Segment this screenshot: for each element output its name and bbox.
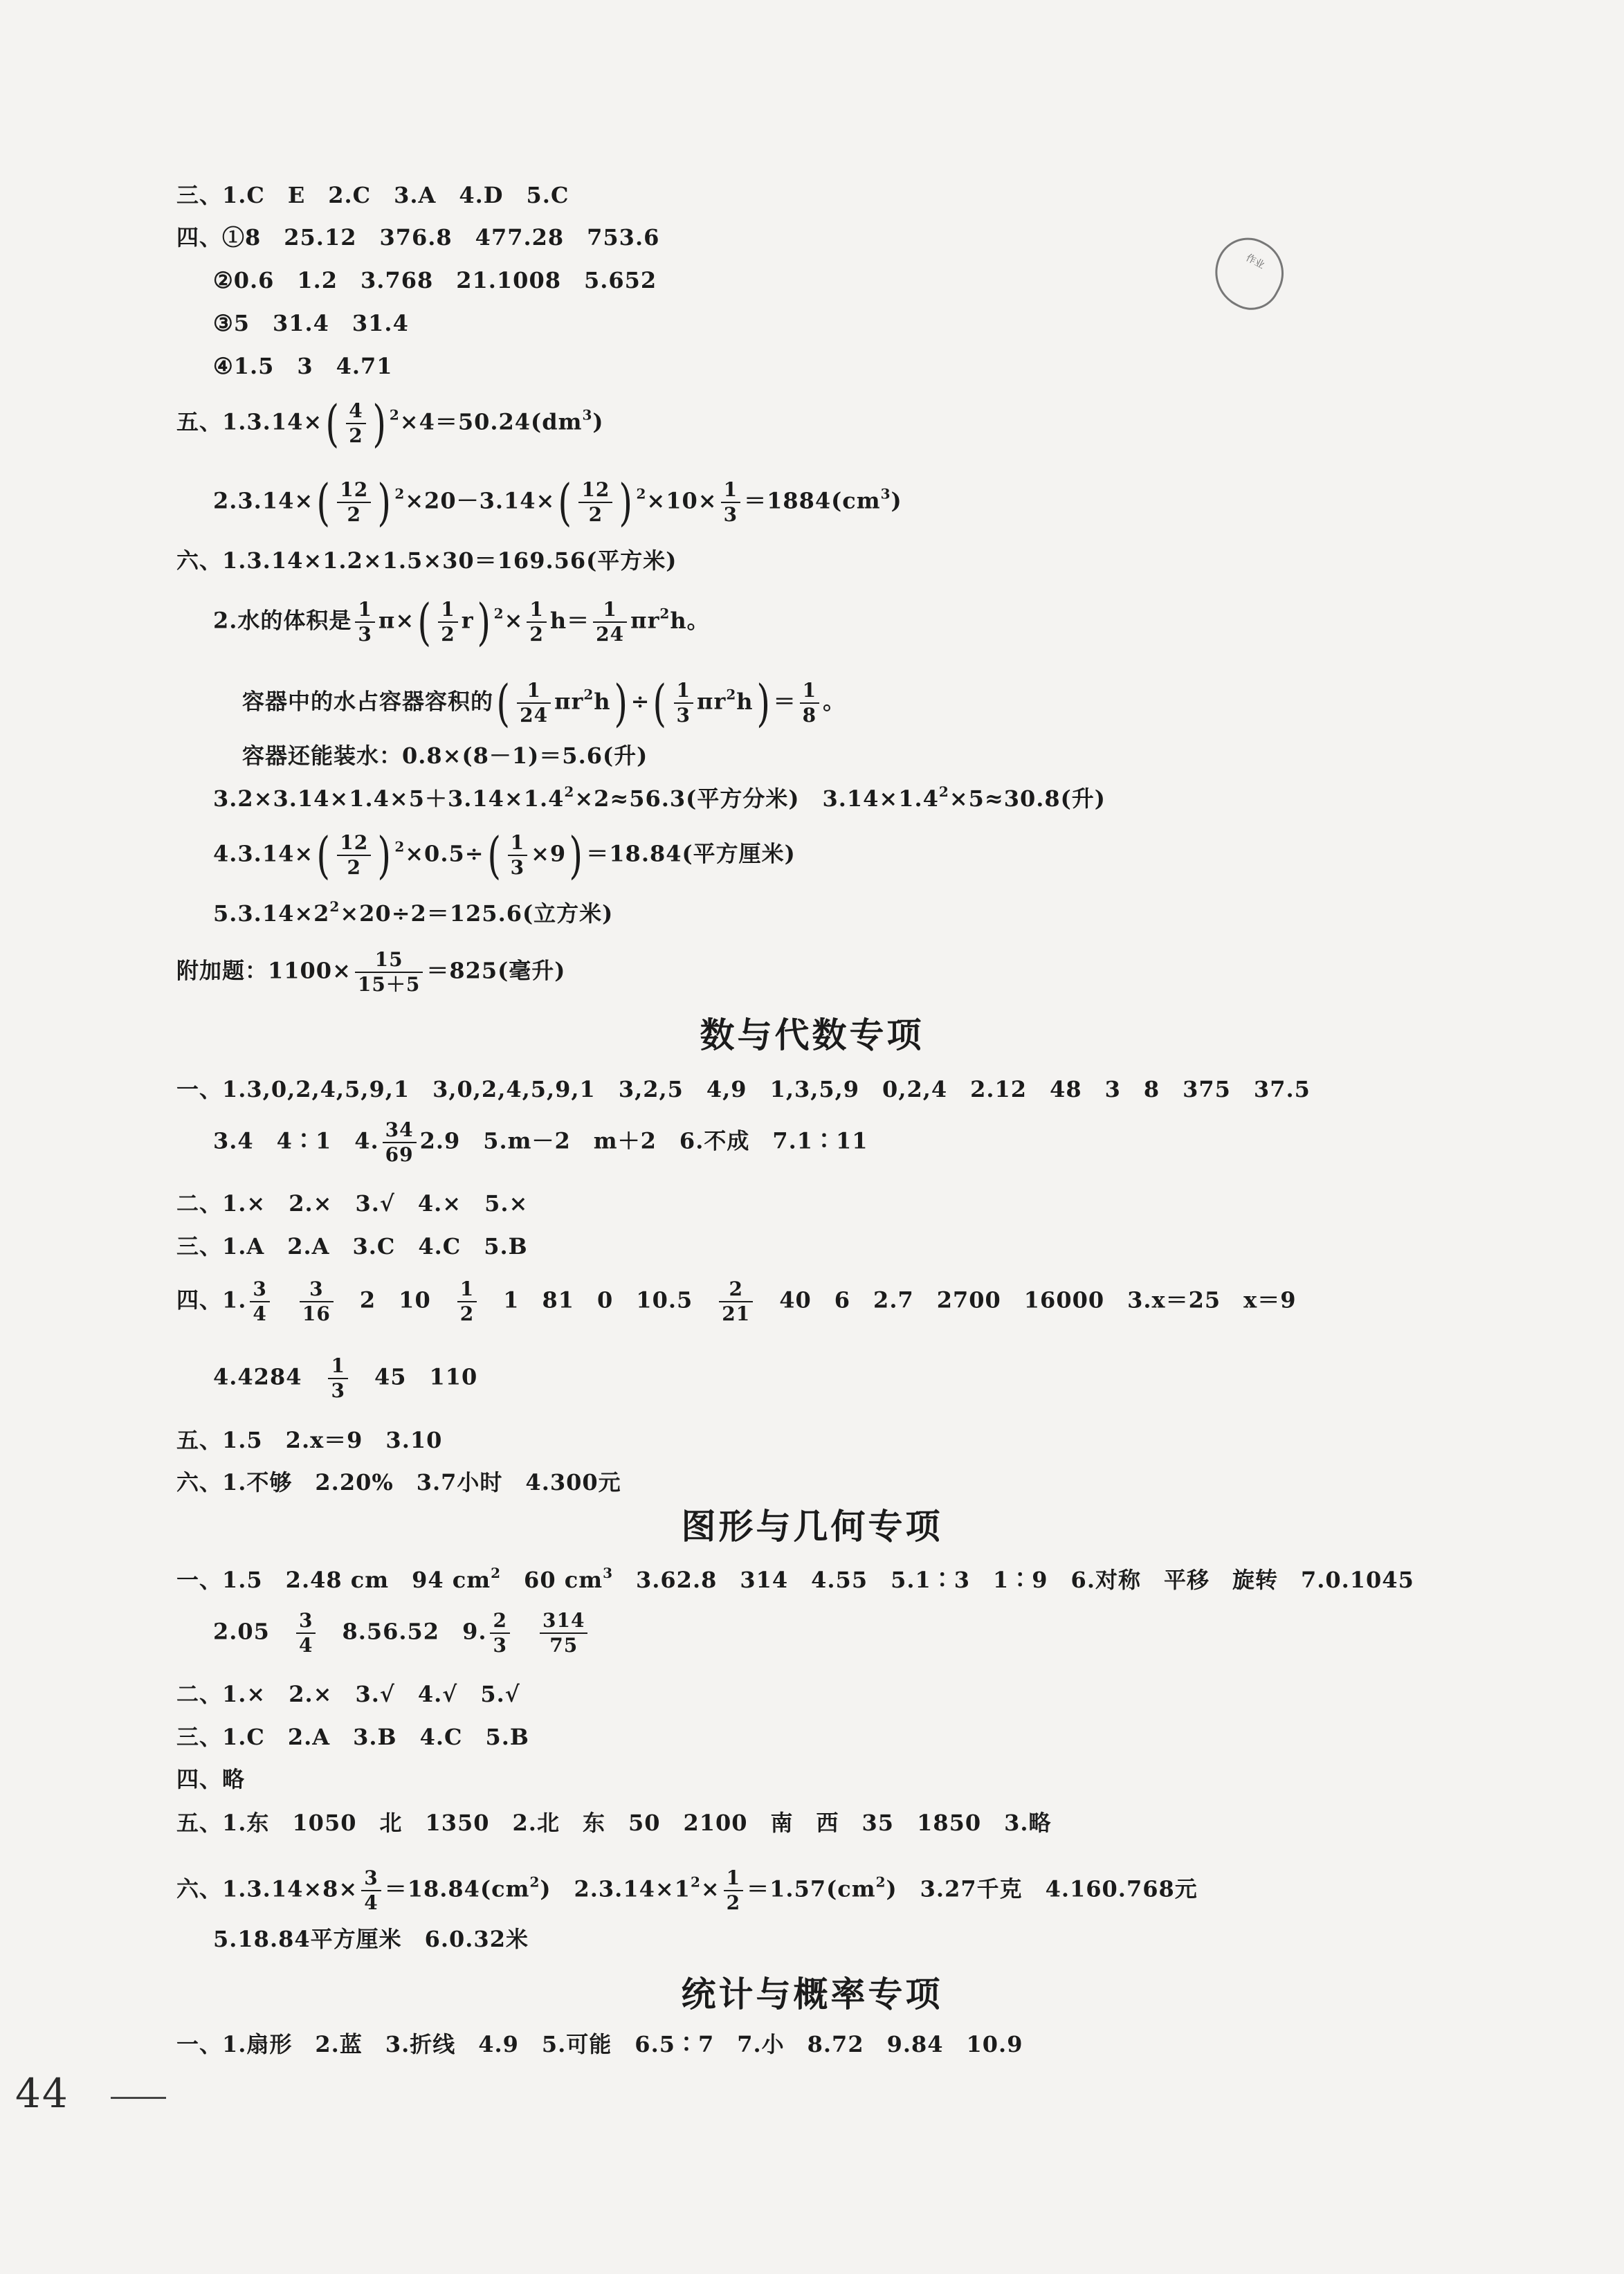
answer-line: 三、1.A 2.A 3.C 4.C 5.B [176, 1233, 528, 1259]
answer-line: 二、1.× 2.× 3.√ 4.× 5.× [176, 1190, 529, 1217]
answer-line: 四、1. $\frac{3}{4}$ $\frac{3}{16}$ 2 10 $\frac{1}{2}$ 1 81 0 10.5 $\frac{2}{21}$ 40 6 2.7 2700 16000 3.x＝25 x＝9 [176, 1277, 1297, 1325]
answer-line: 容器中的水占容器容积的( $\frac{1}{24}$ $\pi r^2h$) ÷( $\frac{1}{3}$ $\pi r^2h$) ＝ $\frac{1}{8}$ 。 [242, 674, 846, 732]
answer-line: 五、1.东 1050 北 1350 2.北 东 50 2100 南 西 35 1850 3.略 [176, 1810, 1052, 1836]
answer-line: 五、1.5 2.x＝9 3.10 [176, 1427, 443, 1453]
answer-line: 4.4284 $\frac{1}{3}$ 45 110 [213, 1354, 478, 1402]
section-heading: 统计与概率专项 [681, 1974, 943, 2014]
page-number-rule [111, 2097, 166, 2099]
answer-line: 一、1.5 2.48 cm 94 $cm^2$ 60 $cm^3$ 3.62.8 314 4.55 5.1∶3 1∶9 6.对称 平移 旋转 7.0.1045 [176, 1565, 1414, 1593]
answer-line: 五、1.3.14×( $\frac{4}{2}$ ) $^2\times 4=50.24(dm^3)$ [176, 394, 604, 453]
answer-line: 三、1.C E 2.C 3.A 4.D 5.C [176, 182, 569, 208]
answer-line: 附加题：1100× $\frac{15}{15+5}$ ＝825(毫升) [176, 948, 566, 996]
answer-line: ④1.5 3 4.71 [213, 353, 393, 379]
answer-line: 六、1.不够 2.20% 3.7小时 4.300元 [176, 1469, 621, 1495]
answer-line: 2.水的体积是 $\frac{1}{3}$ π×( $\frac{1}{2}$ r) $^2$× $\frac{1}{2}$ h＝ $\frac{1}{24}$ $\pi r^2h$。 [213, 593, 710, 651]
answer-line: ②0.6 1.2 3.768 21.1008 5.652 [213, 267, 657, 293]
answer-line: 三、1.C 2.A 3.B 4.C 5.B [176, 1724, 529, 1750]
answer-line: 4.3.14×( $\frac{12}{2}$ ) $^2$×0.5÷( $\frac{1}{3}$ ×9) ＝18.84(平方厘米) [213, 826, 796, 884]
answer-line: 一、1.扇形 2.蓝 3.折线 4.9 5.可能 6.5∶7 7.小 8.72 9.84 10.9 [176, 2031, 1023, 2057]
answer-line: 容器还能装水：0.8×(8－1)＝5.6(升) [242, 743, 648, 769]
answer-line: 六、1.3.14×1.2×1.5×30＝169.56(平方米) [176, 547, 677, 574]
section-heading: 数与代数专项 [700, 1015, 924, 1055]
stamp [1202, 226, 1295, 320]
answer-line: $3.2\times 3.14\times 1.4\times 5+3.14\times 1.4^2\times 2\approx 56.3$(平方分米) $3.14\times 1.4^2\times 5\approx 30.8$(升) [213, 783, 1106, 812]
answer-line: 六、1.3.14×8× $\frac{3}{4}$ $=18.84(cm^2)$ $2.3.14\times 1^2\times$ $\frac{1}{2}$ $=1.57(cm^2)$ 3.27千克 4.160.768元 [176, 1866, 1198, 1914]
answer-line: 5.18.84平方厘米 6.0.32米 [213, 1926, 529, 1952]
answer-line: 3.4 4∶1 4. $\frac{34}{69}$ 2.9 5.m－2 m＋2 6.不成 7.1∶11 [213, 1118, 868, 1166]
stamp-text: 作业 [1243, 252, 1267, 271]
answer-line: 2.3.14×( $\frac{12}{2}$ ) $^2$×20－3.14×( $\frac{12}{2}$ ) $^2$×10× $\frac{1}{3}$ $=1884(cm^3)$ [213, 473, 902, 531]
answer-line: 二、1.× 2.× 3.√ 4.√ 5.√ [176, 1681, 520, 1707]
section-heading: 图形与几何专项 [681, 1506, 943, 1547]
answer-line: 四、①8 25.12 376.8 477.28 753.6 [176, 224, 660, 251]
answer-line: ③5 31.4 31.4 [213, 310, 409, 336]
answer-line: 2.05 $\frac{3}{4}$ 8.56.52 9. $\frac{2}{3}$ $\frac{314}{75}$ [213, 1609, 591, 1657]
answer-line: 四、略 [176, 1766, 246, 1792]
page-number: 44 [15, 2070, 69, 2117]
answer-line: 一、1.3,0,2,4,5,9,1 3,0,2,4,5,9,1 3,2,5 4,9 1,3,5,9 0,2,4 2.12 48 3 8 375 37.5 [176, 1076, 1311, 1102]
answer-line: $5.3.14\times 2^2\times 20\div 2=125.6$(立方米) [213, 898, 614, 927]
